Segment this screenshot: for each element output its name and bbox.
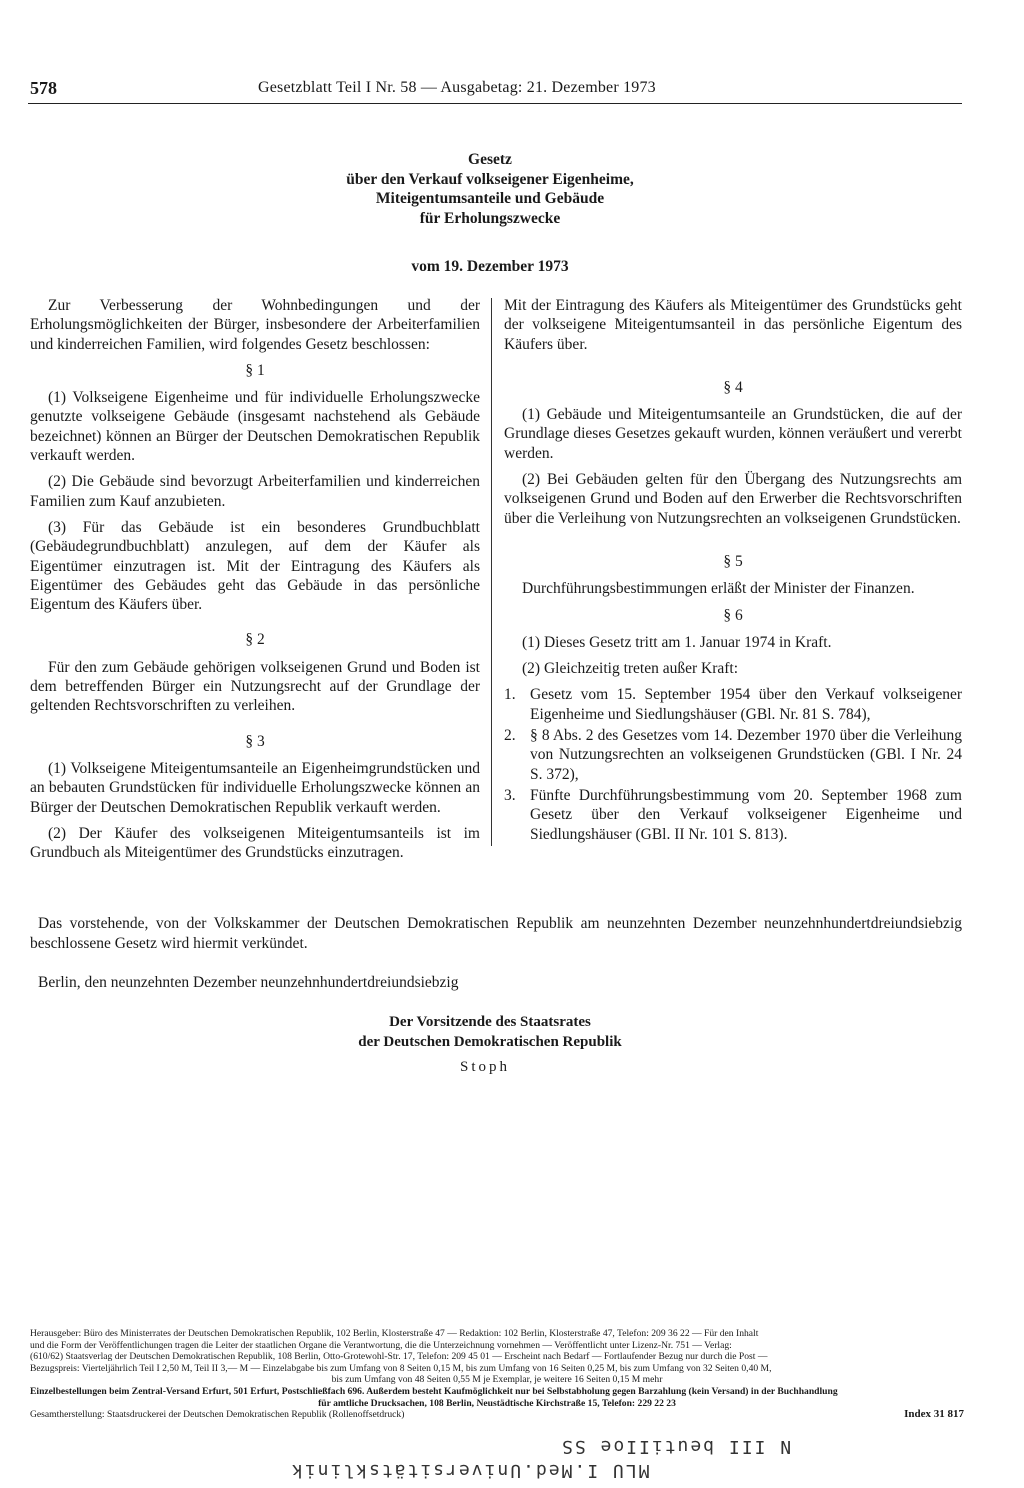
promulgation-text: Das vorstehende, von der Volkskammer der Deutschen Demokratischen Republik am neunzehnten Dezember neunzehnhundertdreiundsiebzig beschlossene Gesetz wird hiermit verkündet.	[30, 915, 962, 952]
section-heading: § 6	[723, 606, 743, 624]
list-item-number: 2.	[504, 727, 516, 745]
section-heading: § 4	[723, 378, 743, 396]
law-date: vom 19. Dezember 1973	[411, 258, 569, 275]
title-line: Gesetz	[468, 151, 512, 168]
preamble: Zur Verbesserung der Wohnbedingungen und der Erholungsmöglichkeiten der Bürger, insbesondere der Arbeiterfamilien und kinderreichen Familien, wird folgendes Gesetz beschlossen:	[30, 297, 480, 353]
right-column	[504, 296, 962, 846]
imprint-line: Einzelbestellungen beim Zentral-Versand Erfurt, 501 Erfurt, Postschließfach 696. Außerdem besteht Kaufmöglichkeit nur bei Selbstabholung gegen Barzahlung (kein Versand) in der Buchhandlung	[30, 1385, 838, 1397]
law-title	[150, 150, 830, 228]
paragraph: (1) Gebäude und Miteigentumsanteile an Grundstücken, die auf der Grundlage dieses Gesetzes gekauft wurden, können veräußert und vererbt werden.	[504, 406, 962, 462]
column-divider	[491, 298, 492, 846]
imprint-line: Gesamtherstellung: Staatsdruckerei der Deutschen Demokratischen Republik (Rollenoffsetdruck)	[30, 1409, 405, 1421]
left-column	[30, 296, 480, 869]
imprint-line: bis zum Umfang von 48 Seiten 0,55 M je Exemplar, je weitere 16 Seiten 0,15 M mehr	[331, 1374, 663, 1386]
imprint-last-line	[30, 1409, 964, 1421]
place-date: Berlin, den neunzehnten Dezember neunzehnhundertdreiundsiebzig	[38, 974, 459, 991]
list-item-number: 1.	[504, 686, 516, 704]
paragraph-continuation: Mit der Eintragung des Käufers als Miteigentümer des Grundstücks geht der volkseigene Miteigentumsanteil in das persönliche Eigentum des Käufers über.	[504, 297, 962, 353]
list-item-text: § 8 Abs. 2 des Gesetzes vom 14. Dezember 1970 über die Verleihung von Nutzungsrechten an volkseigenen Grundstücken (GBl. I Nr. 24 S. 372),	[530, 727, 962, 783]
paragraph: (1) Volkseigene Eigenheime und für individuelle Erholungszwecke genutzte volkseigene Gebäude (insgesamt nachstehend als Gebäude bezeichnet) können an Bürger der Deutschen Demokratischen Republik verkauft werden.	[30, 389, 480, 465]
list-item-text: Gesetz vom 15. September 1954 über den Verkauf volkseigener Eigenheime und Siedlungshäuser (GBl. Nr. 81 S. 784),	[530, 686, 962, 723]
imprint-line: für amtliche Drucksachen, 108 Berlin, Neustädtische Kirchstraße 15, Telefon: 229 22 23	[318, 1397, 676, 1409]
paragraph: (2) Der Käufer des volkseigenen Miteigentumsanteils ist im Grundbuch als Miteigentümer des Grundstücks einzutragen.	[30, 824, 480, 862]
paragraph: Durchführungsbestimmungen erläßt der Minister der Finanzen.	[522, 580, 915, 598]
signatory-block	[260, 1012, 720, 1052]
section-heading: § 5	[723, 552, 743, 570]
library-stamp: N III beutiIIoe SS	[560, 1436, 792, 1457]
paragraph: (2) Gleichzeitig treten außer Kraft:	[522, 660, 739, 678]
list-item-number: 3.	[504, 786, 516, 804]
list-item	[504, 726, 962, 784]
imprint	[30, 1328, 964, 1421]
library-stamp: MLU I.Med.Universitätsklinik	[290, 1460, 650, 1481]
imprint-line: Bezugspreis: Vierteljährlich Teil I 2,50 M, Teil II 3,— M — Einzelabgabe bis zum Umfang von 8 Seiten 0,15 M, bis zum Umfang von 16 Seiten 0,25 M, bis zum Umfang von 32 Seiten 0,40 M,	[30, 1362, 772, 1374]
paragraph: Für den zum Gebäude gehörigen volkseigenen Grund und Boden ist dem betreffenden Bürger ein Nutzungsrecht auf der Grundlage der geltenden Rechtsvorschriften zu verleihen.	[30, 658, 480, 715]
index-number: Index 31 817	[904, 1409, 964, 1421]
list-item	[504, 685, 962, 724]
signature-name: Stoph	[460, 1059, 511, 1075]
title-line: Miteigentumsanteile und Gebäude	[375, 190, 605, 207]
signatory-title: der Deutschen Demokratischen Republik	[358, 1034, 622, 1050]
section-heading: § 2	[245, 631, 265, 649]
signatory-title: Der Vorsitzende des Staatsrates	[389, 1014, 591, 1030]
imprint-line: und die Form der Veröffentlichungen tragen die Leiter der staatlichen Organe die Verantwortung, die die Unterzeichnung vornehmen — Veröffentlicht unter Lizenz-Nr. 751 — Verlag:	[30, 1339, 732, 1351]
list-item-text: Fünfte Durchführungsbestimmung vom 20. September 1968 zum Gesetz über den Verkauf volkseigener Eigenheime und Siedlungshäuser (GBl. II Nr. 101 S. 813).	[530, 786, 962, 843]
section-heading: § 1	[245, 361, 265, 379]
paragraph: (1) Volkseigene Miteigentumsanteile an Eigenheimgrundstücken und an bebauten Grundstücken für individuelle Erholungszwecke können an Bürger der Deutschen Demokratischen Republik verkauft werden.	[30, 759, 480, 816]
list-item	[504, 786, 962, 844]
title-line: für Erholungszwecke	[419, 209, 561, 227]
imprint-line: Herausgeber: Büro des Ministerrates der Deutschen Demokratischen Republik, 102 Berlin, Klosterstraße 47 — Redaktion: 102 Berlin, Klosterstraße 47, Telefon: 209 36 22 — Für den Inhalt	[30, 1328, 759, 1339]
paragraph: (1) Dieses Gesetz tritt am 1. Januar 1974 in Kraft.	[522, 633, 832, 651]
repealed-list	[504, 685, 962, 843]
title-line: über den Verkauf volkseigener Eigenheime,	[346, 170, 634, 188]
paragraph: (2) Die Gebäude sind bevorzugt Arbeiterfamilien und kinderreichen Familien zum Kauf anzubieten.	[30, 473, 480, 510]
running-head: Gesetzblatt Teil I Nr. 58 — Ausgabetag: 21. Dezember 1973	[258, 79, 656, 96]
page-number: 578	[30, 78, 57, 98]
imprint-line: (610/62) Staatsverlag der Deutschen Demokratischen Republik, 108 Berlin, Otto-Grotewohl-Str. 17, Telefon: 209 45 01 — Erscheint nach Bedarf — Fortlaufender Bezug nur durch die Post —	[30, 1351, 768, 1363]
paragraph: (2) Bei Gebäuden gelten für den Übergang des Nutzungsrechts am volkseigenen Grund und Boden auf den Erwerber die Rechtsvorschriften über die Verleihung von Nutzungsrechten an volkseigenen Grundstücken.	[504, 471, 962, 527]
paragraph: (3) Für das Gebäude ist ein besonderes Grundbuchblatt (Gebäudegrundbuchblatt) anzulegen, auf dem der Käufer als Eigentümer einzutragen ist. Mit der Eintragung des Käufers als Eigentümer des Gebäudes geht das Gebäude in das persönliche Eigentum des Käufers über.	[30, 518, 480, 614]
header-rule	[28, 103, 962, 104]
section-heading: § 3	[245, 732, 265, 750]
